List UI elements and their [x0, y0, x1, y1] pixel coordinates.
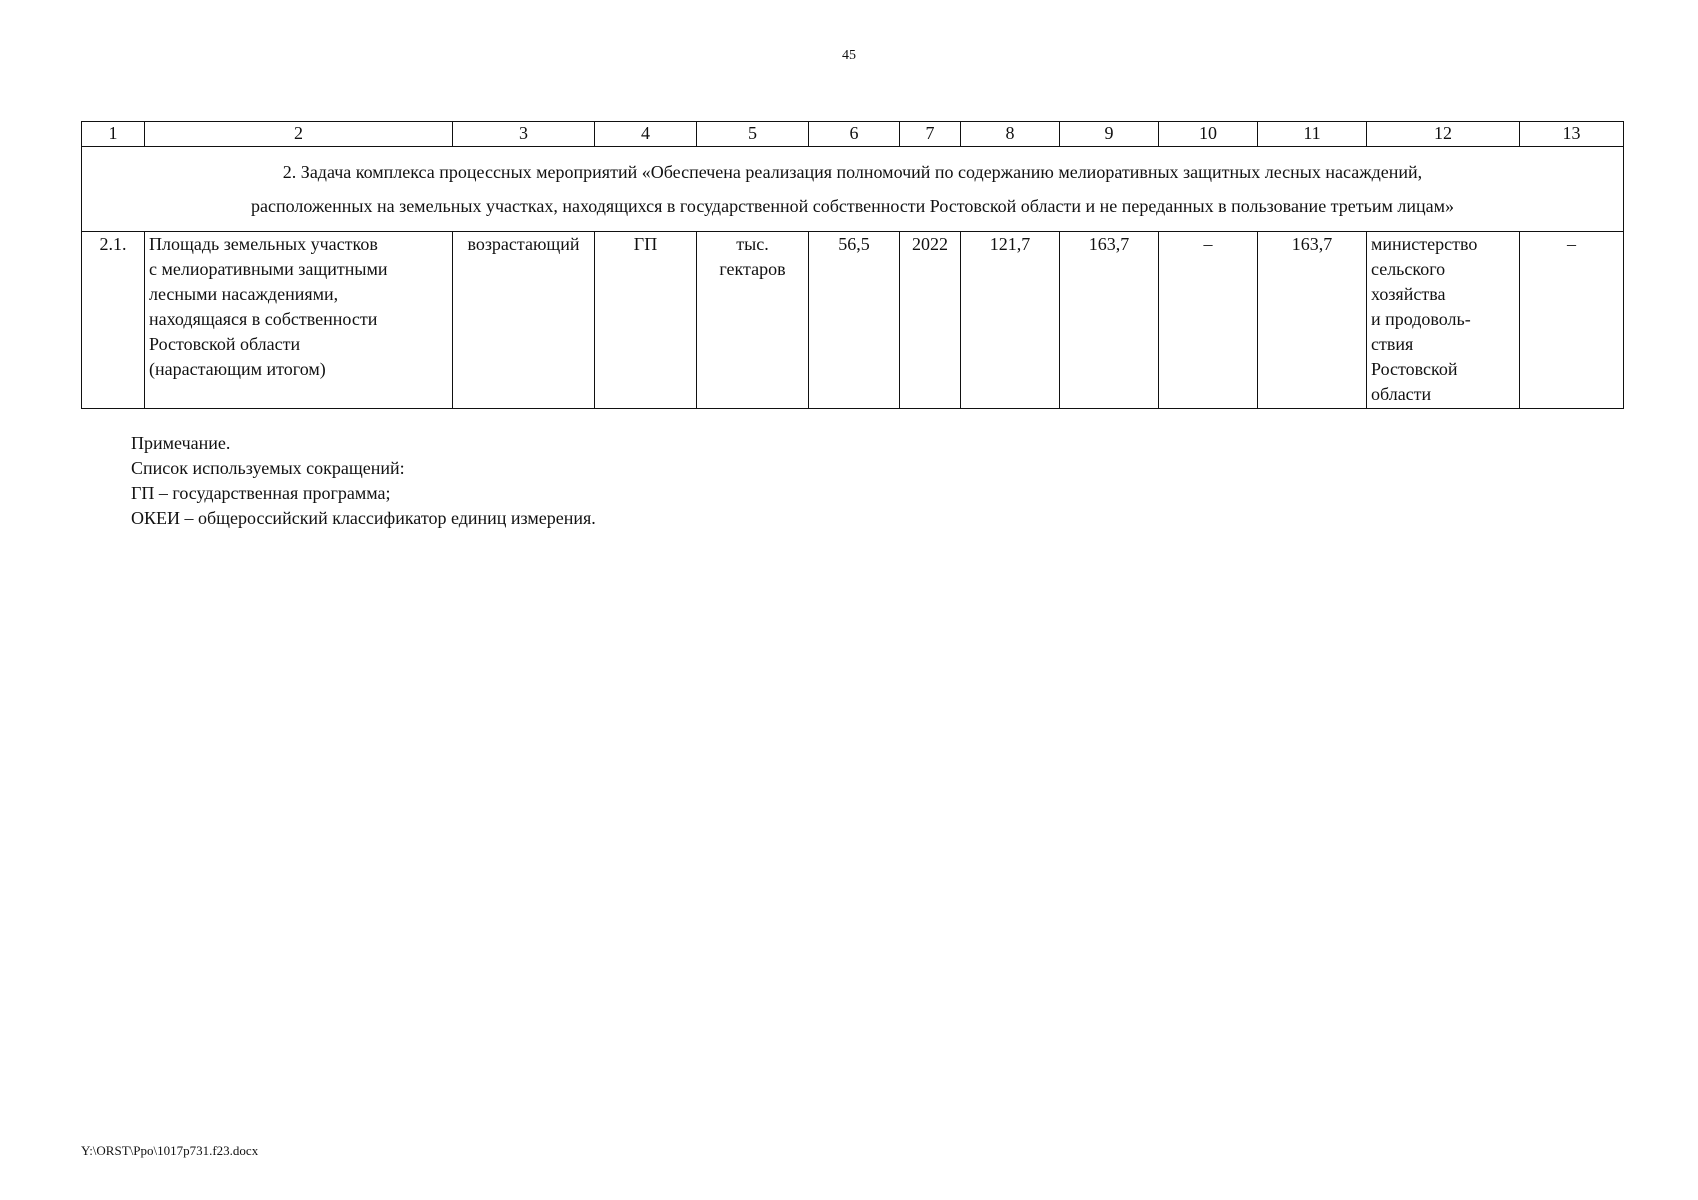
responsible-cell	[1367, 232, 1520, 409]
section-row	[82, 147, 1624, 232]
responsible-line: сельского	[1371, 259, 1446, 279]
value-col9: 163,7	[1060, 232, 1159, 409]
indicator-name-line: Площадь земельных участков	[149, 234, 378, 254]
unit-cell	[697, 232, 809, 409]
unit-line: гектаров	[719, 259, 786, 279]
row-number: 2.1.	[82, 232, 145, 409]
header-cell: 11	[1258, 122, 1367, 147]
table-row	[82, 232, 1624, 409]
header-cell: 12	[1367, 122, 1520, 147]
header-cell: 8	[961, 122, 1060, 147]
responsible-line: министерство	[1371, 234, 1478, 254]
value-col13: –	[1520, 232, 1624, 409]
indicator-name-line: Ростовской области	[149, 334, 301, 354]
header-cell: 7	[900, 122, 961, 147]
indicators-table	[81, 121, 1624, 409]
indicator-name	[145, 232, 453, 409]
note-line: Список используемых сокращений:	[131, 458, 405, 478]
base-value-cell: 56,5	[809, 232, 900, 409]
value-col11: 163,7	[1258, 232, 1367, 409]
indicator-name-line: находящаяся в собственности	[149, 309, 378, 329]
responsible-line: ствия	[1371, 334, 1414, 354]
value-col8: 121,7	[961, 232, 1060, 409]
unit-line: тыс.	[736, 234, 769, 254]
responsible-line: и продоволь-	[1371, 309, 1471, 329]
direction-cell: возрастающий	[453, 232, 595, 409]
header-row	[82, 122, 1624, 147]
header-cell: 9	[1060, 122, 1159, 147]
value-col10: –	[1159, 232, 1258, 409]
base-year-cell: 2022	[900, 232, 961, 409]
indicator-name-line: с мелиоративными защитными	[149, 259, 388, 279]
section-title-line: 2. Задача комплекса процессных мероприятий «Обеспечена реализация полномочий по содержанию мелиоративных защитных лесных насаждений,	[282, 162, 1423, 182]
header-cell: 3	[453, 122, 595, 147]
page-number: 45	[842, 48, 856, 63]
section-title	[82, 147, 1624, 232]
header-cell: 4	[595, 122, 697, 147]
header-cell: 6	[809, 122, 900, 147]
note-line: ОКЕИ – общероссийский классификатор единиц измерения.	[131, 508, 596, 528]
note-line: Примечание.	[131, 433, 231, 453]
footer-file-path: Y:\ORST\Ppo\1017p731.f23.docx	[81, 1143, 259, 1158]
responsible-line: хозяйства	[1371, 284, 1446, 304]
section-title-line: расположенных на земельных участках, находящихся в государственной собственности Ростовской области и не переданных в пользование третьим лицам»	[251, 196, 1454, 216]
header-cell: 5	[697, 122, 809, 147]
header-cell: 2	[145, 122, 453, 147]
header-cell: 10	[1159, 122, 1258, 147]
indicator-name-line: лесными насаждениями,	[149, 284, 339, 304]
level-cell: ГП	[595, 232, 697, 409]
notes-block	[131, 431, 596, 531]
responsible-line: Ростовской	[1371, 359, 1458, 379]
header-cell: 1	[82, 122, 145, 147]
responsible-line: области	[1371, 384, 1432, 404]
note-line: ГП – государственная программа;	[131, 483, 391, 503]
header-cell: 13	[1520, 122, 1624, 147]
indicator-name-line: (нарастающим итогом)	[149, 359, 326, 379]
